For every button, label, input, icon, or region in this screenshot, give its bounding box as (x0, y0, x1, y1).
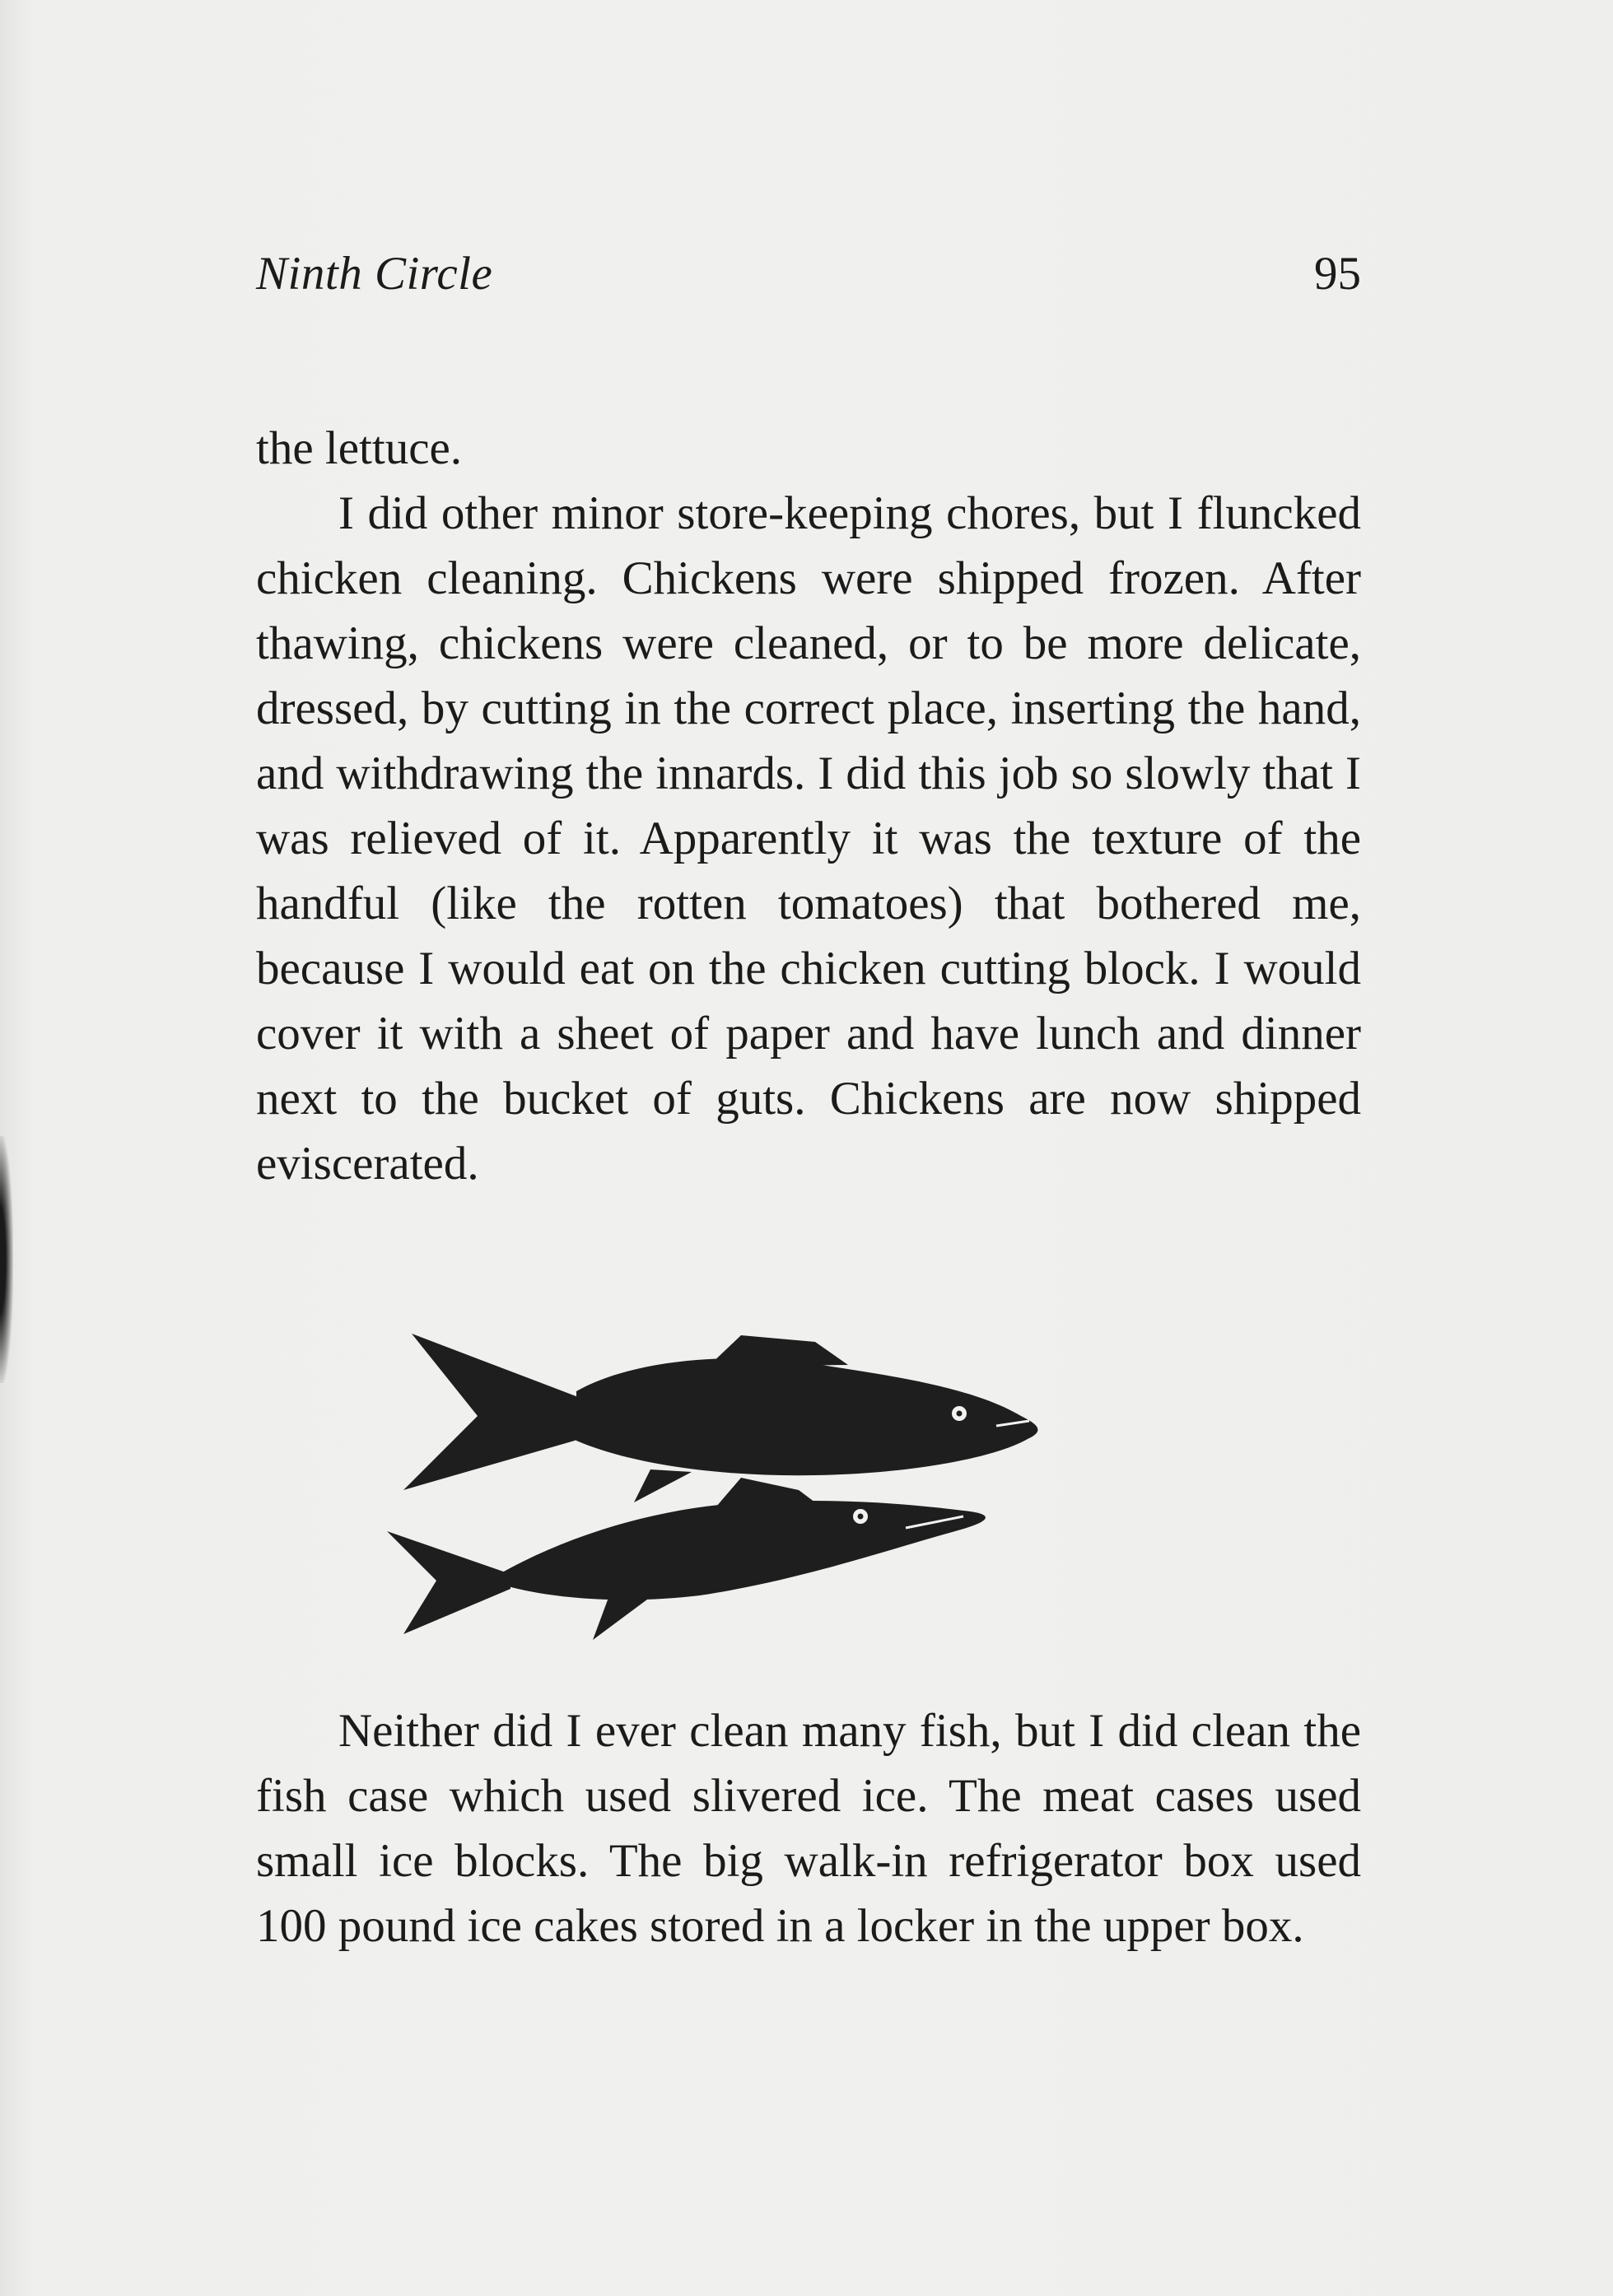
running-head: Ninth Circle (256, 248, 493, 300)
text-block-bottom (256, 1698, 1361, 1958)
lower-fish-body (502, 1501, 986, 1600)
upper-fish-icon (403, 1334, 1037, 1502)
text-block-top (256, 416, 1361, 1196)
lower-fish-pelvic-fin (593, 1595, 650, 1640)
page-number: 95 (1314, 248, 1361, 300)
page-header (256, 247, 1361, 321)
paragraph-chicken-cleaning: I did other minor store-keeping chores, but I fluncked chicken cleaning. Chickens were shipped frozen. After thawing, chickens were cleaned, or to be more delicate, dressed, by cutting in the correct place, inserting the hand, and withdrawing the innards. I did this job so slowly that I was relieved of it. Apparently it was the texture of the handful (like the rotten tomatoes) that bothered me, because I would eat on the chicken cutting block. I would cover it with a sheet of paper and have lunch and dinner next to the bucket of guts. Chickens are now shipped eviscerated. (256, 487, 1361, 1190)
upper-fish-pelvic-fin (634, 1469, 692, 1502)
upper-fish-body (576, 1358, 1037, 1475)
lower-fish-dorsal-fin (716, 1478, 815, 1507)
two-fish-woodcut-icon (387, 1334, 1219, 1663)
lower-fish-icon (387, 1478, 986, 1640)
lower-fish-tail (387, 1531, 510, 1634)
continuation-line: the lettuce. (256, 422, 463, 474)
upper-fish-dorsal-fin (708, 1335, 848, 1367)
binding-shadow (0, 1136, 13, 1383)
upper-fish-tail (403, 1334, 589, 1490)
paragraph-fish-case: Neither did I ever clean many fish, but I did clean the fish case which used slivered ice. The meat cases used small ice blocks. The big walk-in refrigerator box used 100 pound ice cakes stored in a locker in the upper box. (256, 1705, 1361, 1952)
